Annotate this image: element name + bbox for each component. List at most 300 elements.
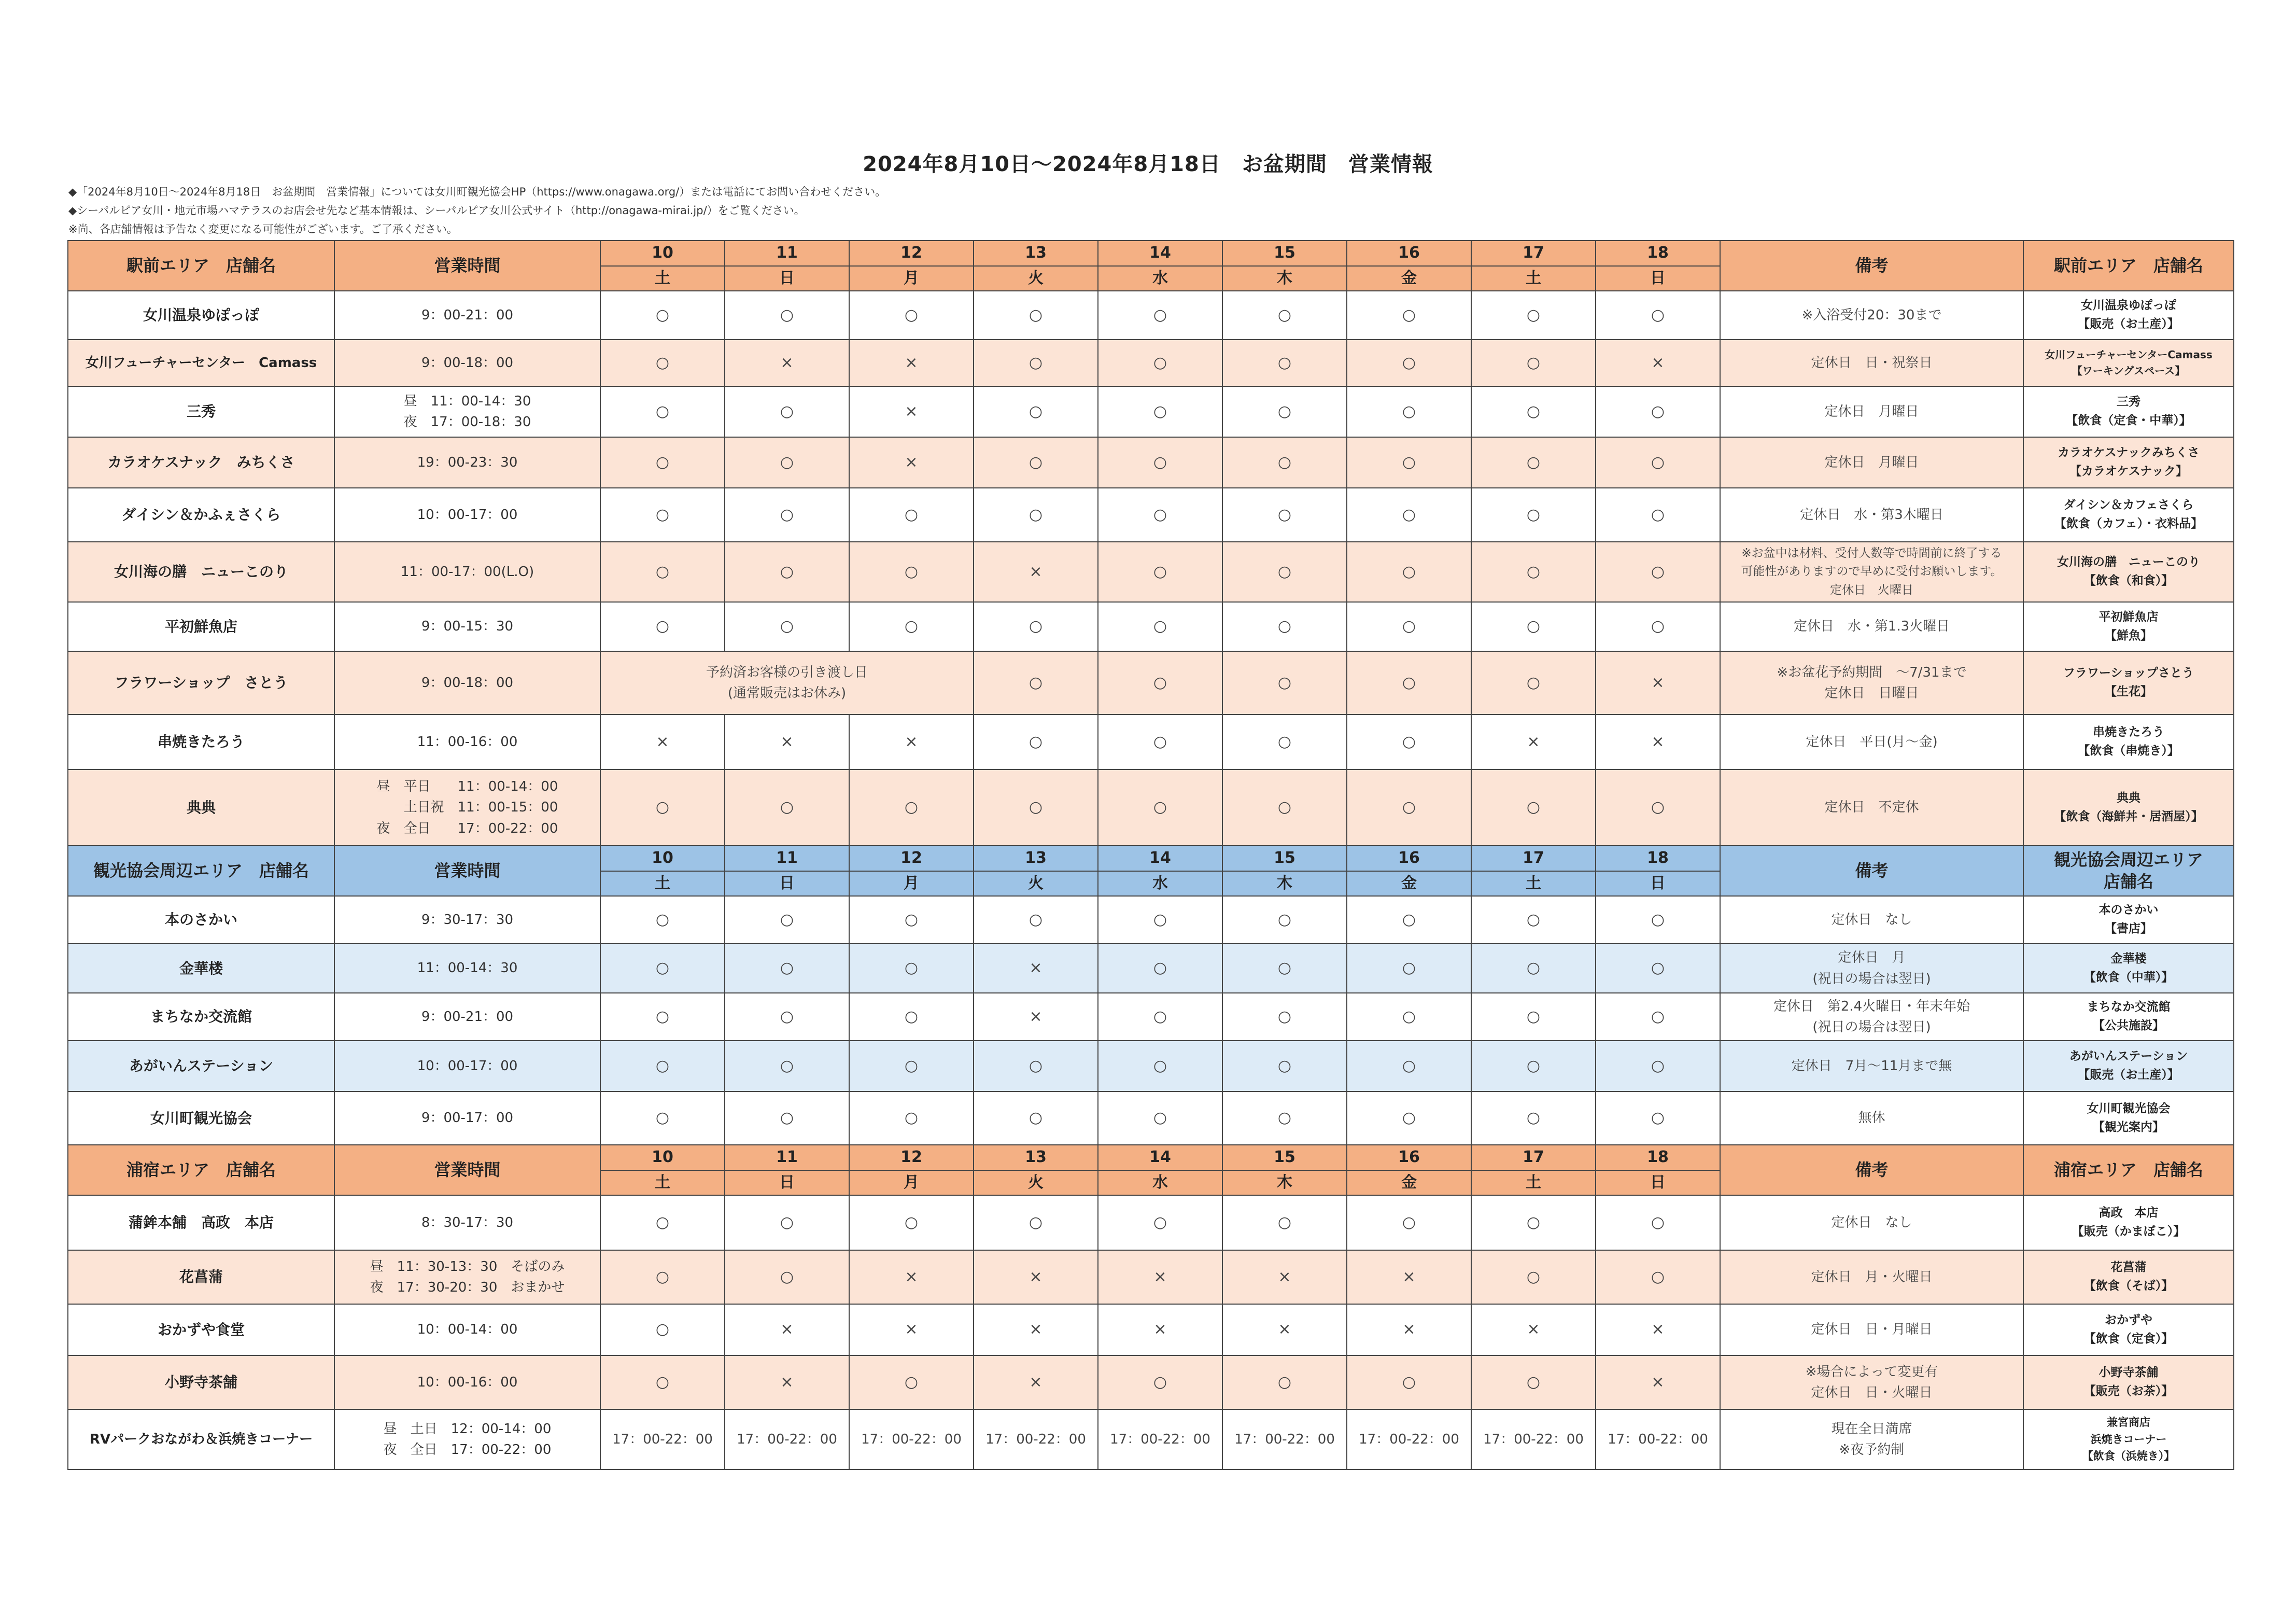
category-line: カラオケスナックみちくさ: [2058, 446, 2200, 460]
store-name: 女川海の膳 ニューこのり: [68, 542, 334, 602]
day-status: 17：00-22：00: [1347, 1409, 1471, 1469]
hours-line: 土日祝 11：00-15：00: [376, 800, 558, 816]
day-status: ○: [1098, 386, 1222, 437]
day-status: ○: [600, 437, 725, 488]
day-status: ×: [600, 715, 725, 769]
business-hours: [334, 944, 600, 993]
hours-line: 9：00-15：30: [421, 619, 514, 635]
day-status: ×: [849, 715, 974, 769]
header-date: 10: [600, 1145, 725, 1170]
day-status: ○: [1471, 542, 1596, 602]
day-status: ○: [1098, 769, 1222, 846]
remarks: [1720, 1091, 2023, 1145]
day-status: ○: [849, 291, 974, 340]
day-status: ○: [1596, 291, 1720, 340]
category-line: 浜焼きコーナー: [2090, 1433, 2167, 1446]
store-name: まちなか交流館: [68, 993, 334, 1041]
remarks: [1720, 602, 2023, 651]
store-category: [2023, 1355, 2234, 1409]
hours-line: 9：00-18：00: [421, 675, 514, 691]
table-row: [68, 1409, 2234, 1469]
category-line: 【鮮魚】: [2105, 628, 2152, 642]
day-status: ○: [1596, 1250, 1720, 1304]
hours-line: 昼 平日 11：00-14：00: [376, 779, 558, 795]
day-status: ○: [725, 769, 849, 846]
day-status: ○: [1222, 769, 1347, 846]
day-status: ○: [600, 1091, 725, 1145]
header-date: 17: [1471, 1145, 1596, 1170]
business-hours: [334, 651, 600, 715]
header-date: 16: [1347, 1145, 1471, 1170]
day-status: ○: [1098, 1091, 1222, 1145]
hours-line: 昼 11：30-13：30 そばのみ: [370, 1258, 565, 1275]
header-right-store: [2023, 846, 2234, 896]
header-date: 18: [1596, 1145, 1720, 1170]
day-status: ×: [1347, 1304, 1471, 1355]
header-weekday: 土: [600, 266, 725, 291]
section-header-row: [68, 241, 2234, 266]
day-status: ○: [1222, 291, 1347, 340]
day-status: ○: [1596, 944, 1720, 993]
day-status: ○: [725, 602, 849, 651]
remark-line: 定休日 不定休: [1824, 800, 1919, 816]
day-status: ○: [1471, 1195, 1596, 1250]
day-status: ×: [1596, 1355, 1720, 1409]
table-row: [68, 1195, 2234, 1250]
remarks: [1720, 488, 2023, 542]
store-category: [2023, 1250, 2234, 1304]
remark-line: ※夜予約制: [1839, 1442, 1905, 1458]
day-status: ○: [849, 602, 974, 651]
header-date: 15: [1222, 846, 1347, 871]
store-category: [2023, 1091, 2234, 1145]
day-status: ○: [1222, 602, 1347, 651]
header-date: 11: [725, 846, 849, 871]
day-status: ×: [1471, 1304, 1596, 1355]
store-name: 蒲鉾本舗 高政 本店: [68, 1195, 334, 1250]
store-name: あがいんステーション: [68, 1041, 334, 1091]
day-status: ○: [974, 1041, 1098, 1091]
day-status: ○: [725, 1195, 849, 1250]
day-status: ○: [974, 715, 1098, 769]
remark-line: ※お盆中は材料、受付人数等で時間前に終了する: [1741, 546, 2002, 560]
table-row: [68, 1304, 2234, 1355]
day-status: ○: [1347, 437, 1471, 488]
day-status: ○: [600, 896, 725, 944]
header-date: 11: [725, 241, 849, 266]
business-hours: [334, 1355, 600, 1409]
category-line: 三秀: [2117, 395, 2140, 409]
day-status: ○: [725, 542, 849, 602]
day-status: ○: [1098, 488, 1222, 542]
schedule-table: [67, 240, 2234, 1470]
hours-line: 夜 全日 17：00-22：00: [376, 820, 558, 836]
day-status: ×: [849, 340, 974, 386]
day-status: ○: [1471, 488, 1596, 542]
header-date: 13: [974, 1145, 1098, 1170]
status-line: (通常販売はお休み): [727, 685, 847, 701]
day-status: ×: [849, 386, 974, 437]
header-date: 13: [974, 241, 1098, 266]
hours-line: 夜 全日 17：00-22：00: [383, 1442, 552, 1458]
category-line: 【カラオケスナック】: [2069, 465, 2188, 478]
day-status: ○: [1596, 602, 1720, 651]
table-row: [68, 896, 2234, 944]
hours-line: 9：00-17：00: [421, 1110, 514, 1126]
table-row: [68, 437, 2234, 488]
day-status: ○: [725, 1041, 849, 1091]
day-status: ×: [1222, 1304, 1347, 1355]
header-weekday: 日: [1596, 871, 1720, 897]
remarks: [1720, 715, 2023, 769]
hours-line: 11：00-16：00: [417, 734, 518, 750]
header-weekday: 水: [1098, 1170, 1222, 1196]
header-right-store: 駅前エリア 店舗名: [2023, 241, 2234, 291]
header-weekday: 火: [974, 266, 1098, 291]
hours-line: 夜 17：00-18：30: [403, 414, 531, 430]
day-status: ○: [1347, 291, 1471, 340]
day-status: ○: [1222, 488, 1347, 542]
day-status: ×: [974, 542, 1098, 602]
day-status: ○: [1222, 896, 1347, 944]
business-hours: [334, 542, 600, 602]
header-date: 11: [725, 1145, 849, 1170]
business-hours: [334, 602, 600, 651]
header-weekday: 土: [1471, 871, 1596, 897]
day-status: ○: [1471, 896, 1596, 944]
category-line: 女川海の膳 ニューこのり: [2057, 555, 2200, 569]
day-status: ○: [974, 340, 1098, 386]
day-status: 17：00-22：00: [1098, 1409, 1222, 1469]
day-status: ×: [1471, 715, 1596, 769]
table-row: [68, 602, 2234, 651]
day-status: ○: [1098, 542, 1222, 602]
remarks: [1720, 944, 2023, 993]
day-status: ○: [600, 1041, 725, 1091]
business-hours: [334, 1304, 600, 1355]
remark-line: ※場合によって変更有: [1805, 1364, 1938, 1380]
remarks: [1720, 769, 2023, 846]
day-status: ○: [600, 291, 725, 340]
day-status: ○: [974, 488, 1098, 542]
remark-line: 定休日 月曜日: [1824, 403, 1919, 419]
header-date: 18: [1596, 241, 1720, 266]
remark-line: 定休日 日・祝祭日: [1811, 355, 1933, 371]
header-store: 観光協会周辺エリア 店舗名: [68, 846, 334, 896]
store-name: 三秀: [68, 386, 334, 437]
remark-line: 定休日 なし: [1831, 1214, 1912, 1230]
day-status: ○: [1471, 1091, 1596, 1145]
day-status: ○: [1222, 437, 1347, 488]
day-status: ○: [1098, 1041, 1222, 1091]
header-hours: 営業時間: [334, 846, 600, 896]
remark-line: 定休日 水・第3木曜日: [1800, 507, 1943, 523]
day-status: ○: [849, 944, 974, 993]
category-line: ダイシン＆カフェさくら: [2063, 498, 2194, 512]
hours-line: 9：00-21：00: [421, 1009, 514, 1025]
day-status: ○: [1098, 651, 1222, 715]
store-category: [2023, 715, 2234, 769]
header-weekday: 火: [974, 1170, 1098, 1196]
remark-line: (祝日の場合は翌日): [1812, 1019, 1931, 1035]
day-status: ○: [849, 1041, 974, 1091]
store-name: 金華楼: [68, 944, 334, 993]
category-line: 【販売（かまぼこ）】: [2072, 1225, 2186, 1238]
remark-line: 定休日 月曜日: [1824, 454, 1919, 470]
header-weekday: 火: [974, 871, 1098, 897]
header-weekday: 木: [1222, 871, 1347, 897]
category-line: 【飲食（中華）】: [2083, 970, 2174, 984]
remarks: [1720, 896, 2023, 944]
table-row: [68, 291, 2234, 340]
hours-line: 19：00-23：30: [417, 454, 518, 470]
table-row: [68, 769, 2234, 846]
store-category: [2023, 340, 2234, 386]
day-status: ×: [725, 715, 849, 769]
day-status: ○: [1222, 993, 1347, 1041]
remarks: [1720, 386, 2023, 437]
day-status: ×: [1596, 340, 1720, 386]
day-status: ○: [600, 1355, 725, 1409]
store-name: 女川町観光協会: [68, 1091, 334, 1145]
merged-status: [600, 651, 974, 715]
header-date: 12: [849, 241, 974, 266]
day-status: ○: [1347, 1041, 1471, 1091]
store-category: [2023, 437, 2234, 488]
category-line: 【販売（お土産）】: [2078, 317, 2179, 331]
day-status: ×: [974, 944, 1098, 993]
store-category: [2023, 1304, 2234, 1355]
day-status: ○: [725, 488, 849, 542]
header-weekday: 日: [725, 266, 849, 291]
hours-line: 9：00-18：00: [421, 355, 514, 371]
store-category: [2023, 1195, 2234, 1250]
header-remarks: 備考: [1720, 846, 2023, 896]
day-status: ○: [1347, 340, 1471, 386]
day-status: ×: [974, 1250, 1098, 1304]
hours-line: 10：00-16：00: [417, 1374, 518, 1390]
day-status: ○: [600, 542, 725, 602]
store-category: [2023, 386, 2234, 437]
header-weekday: 土: [600, 871, 725, 897]
day-status: ○: [1596, 1195, 1720, 1250]
header-weekday: 日: [1596, 1170, 1720, 1196]
day-status: ×: [849, 1250, 974, 1304]
day-status: ○: [1596, 1091, 1720, 1145]
day-status: ○: [1596, 769, 1720, 846]
day-status: ○: [600, 340, 725, 386]
header-hours: 営業時間: [334, 241, 600, 291]
day-status: ○: [600, 944, 725, 993]
table-row: [68, 651, 2234, 715]
header-weekday: 金: [1347, 266, 1471, 291]
day-status: ○: [725, 291, 849, 340]
day-status: ○: [974, 1195, 1098, 1250]
day-status: ○: [1222, 386, 1347, 437]
store-category: [2023, 602, 2234, 651]
day-status: ○: [600, 1195, 725, 1250]
remarks: [1720, 1355, 2023, 1409]
day-status: ○: [725, 1091, 849, 1145]
business-hours: [334, 1409, 600, 1469]
day-status: ○: [849, 993, 974, 1041]
business-hours: [334, 437, 600, 488]
store-name: 平初鮮魚店: [68, 602, 334, 651]
header-right-store: 浦宿エリア 店舗名: [2023, 1145, 2234, 1195]
category-line: 【飲食（串焼き）】: [2078, 744, 2179, 758]
store-category: [2023, 993, 2234, 1041]
category-line: まちなか交流館: [2087, 1000, 2171, 1014]
day-status: ○: [974, 1091, 1098, 1145]
header-date: 17: [1471, 846, 1596, 871]
table-row: [68, 1355, 2234, 1409]
day-status: ×: [725, 1304, 849, 1355]
store-category: [2023, 1409, 2234, 1469]
day-status: ○: [849, 1195, 974, 1250]
business-hours: [334, 1041, 600, 1091]
header-remarks: 備考: [1720, 1145, 2023, 1195]
day-status: ○: [1596, 386, 1720, 437]
day-status: ×: [1222, 1250, 1347, 1304]
header-weekday: 月: [849, 266, 974, 291]
day-status: ○: [600, 993, 725, 1041]
table-row: [68, 1041, 2234, 1091]
table-row: [68, 1091, 2234, 1145]
day-status: ○: [1347, 715, 1471, 769]
category-line: 本のさかい: [2098, 903, 2159, 917]
category-line: 女川フューチャーセンターCamass: [2045, 348, 2213, 361]
day-status: ○: [1098, 993, 1222, 1041]
day-status: ○: [974, 291, 1098, 340]
table-row: [68, 944, 2234, 993]
day-status: ○: [1471, 602, 1596, 651]
day-status: ○: [974, 769, 1098, 846]
store-name: 花菖蒲: [68, 1250, 334, 1304]
store-name: ダイシン＆かふぇさくら: [68, 488, 334, 542]
store-name: カラオケスナック みちくさ: [68, 437, 334, 488]
category-line: 小野寺茶舗: [2098, 1366, 2159, 1380]
remark-line: 定休日 日・月曜日: [1811, 1322, 1933, 1338]
hours-line: 昼 11：00-14：30: [403, 393, 531, 409]
business-hours: [334, 386, 600, 437]
remark-line: ※入浴受付20：30まで: [1801, 307, 1942, 323]
day-status: ○: [1471, 651, 1596, 715]
category-line: 女川温泉ゆぽっぽ: [2081, 299, 2176, 313]
day-status: ×: [1596, 1304, 1720, 1355]
category-line: 兼宮商店: [2107, 1416, 2150, 1429]
day-status: 17：00-22：00: [1471, 1409, 1596, 1469]
day-status: ○: [974, 602, 1098, 651]
day-status: ○: [600, 488, 725, 542]
business-hours: [334, 291, 600, 340]
day-status: ○: [1098, 896, 1222, 944]
category-line: 【販売（お茶）】: [2083, 1384, 2174, 1398]
remark-line: 定休日 7月～11月まで無: [1791, 1058, 1952, 1074]
store-name: 女川フューチャーセンター Camass: [68, 340, 334, 386]
remarks: [1720, 651, 2023, 715]
store-category: [2023, 769, 2234, 846]
header-date: 12: [849, 846, 974, 871]
store-category: [2023, 944, 2234, 993]
category-line: あがいんステーション: [2069, 1049, 2188, 1063]
day-status: ○: [1222, 1355, 1347, 1409]
day-status: ○: [1098, 1195, 1222, 1250]
day-status: ○: [849, 1355, 974, 1409]
day-status: ○: [849, 488, 974, 542]
header-weekday: 土: [1471, 266, 1596, 291]
header-weekday: 土: [1471, 1170, 1596, 1196]
remark-line: 定休日 なし: [1831, 912, 1912, 928]
day-status: ×: [849, 1304, 974, 1355]
header-weekday: 日: [725, 1170, 849, 1196]
remarks: [1720, 542, 2023, 602]
day-status: ○: [1222, 1091, 1347, 1145]
header-weekday: 日: [725, 871, 849, 897]
day-status: ○: [849, 896, 974, 944]
category-line: 典典: [2117, 791, 2140, 805]
remarks: [1720, 437, 2023, 488]
category-line: 【公共施設】: [2093, 1019, 2164, 1032]
day-status: ○: [725, 1250, 849, 1304]
category-line: 【販売（お土産）】: [2078, 1068, 2179, 1082]
day-status: ○: [1471, 944, 1596, 993]
remarks: [1720, 1250, 2023, 1304]
business-hours: [334, 715, 600, 769]
category-line: 【飲食（浜焼き）】: [2082, 1450, 2175, 1463]
header-date: 12: [849, 1145, 974, 1170]
business-hours: [334, 1091, 600, 1145]
category-line: 花菖蒲: [2110, 1261, 2147, 1275]
header-weekday: 日: [1596, 266, 1720, 291]
day-status: ○: [1347, 1195, 1471, 1250]
business-hours: [334, 993, 600, 1041]
store-name: おかずや食堂: [68, 1304, 334, 1355]
category-line: 串焼きたろう: [2093, 725, 2164, 739]
store-category: [2023, 896, 2234, 944]
day-status: ×: [974, 1355, 1098, 1409]
day-status: ○: [1222, 944, 1347, 993]
header-store: 浦宿エリア 店舗名: [68, 1145, 334, 1195]
header-right-line: 店舗名: [2103, 871, 2153, 891]
day-status: ○: [974, 386, 1098, 437]
category-line: 【観光案内】: [2093, 1120, 2164, 1134]
business-hours: [334, 488, 600, 542]
store-name: 小野寺茶舗: [68, 1355, 334, 1409]
day-status: ○: [1098, 944, 1222, 993]
remark-line: 可能性がありますので早めに受付お願いします。: [1741, 565, 2003, 579]
day-status: ○: [600, 769, 725, 846]
day-status: 17：00-22：00: [600, 1409, 725, 1469]
category-line: フラワーショップさとう: [2063, 666, 2194, 680]
remark-line: 定休日 日曜日: [1824, 685, 1919, 701]
day-status: ○: [1347, 488, 1471, 542]
day-status: ○: [1471, 1041, 1596, 1091]
header-weekday: 水: [1098, 266, 1222, 291]
category-line: 【飲食（和食）】: [2083, 574, 2174, 587]
day-status: ○: [725, 437, 849, 488]
remark-line: (祝日の場合は翌日): [1812, 971, 1931, 987]
business-hours: [334, 769, 600, 846]
day-status: ○: [1098, 602, 1222, 651]
day-status: ○: [1347, 1355, 1471, 1409]
category-line: 【飲食（定食）】: [2083, 1332, 2174, 1346]
remark-line: 現在全日満席: [1831, 1421, 1912, 1437]
day-status: ×: [974, 993, 1098, 1041]
day-status: ×: [1098, 1304, 1222, 1355]
business-hours: [334, 896, 600, 944]
day-status: ○: [1222, 1195, 1347, 1250]
day-status: ○: [1347, 651, 1471, 715]
